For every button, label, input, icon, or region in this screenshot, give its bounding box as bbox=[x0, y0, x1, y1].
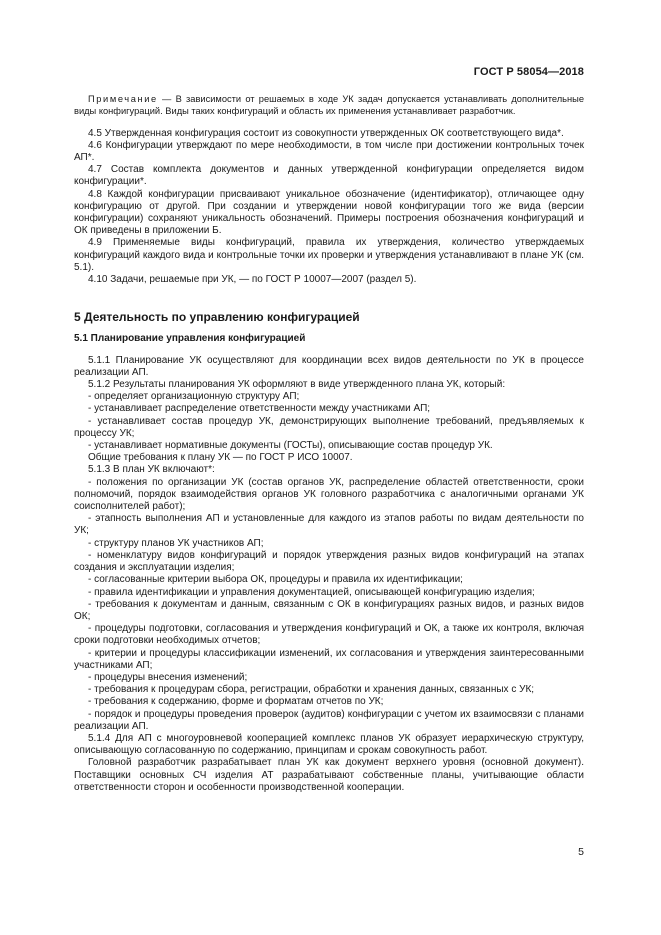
paragraph-4-6: 4.6 Конфигурации утверждают по мере необходимости, в том числе при достижении контрольных точек АП*. bbox=[74, 139, 584, 163]
list-item: - порядок и процедуры проведения проверок (аудитов) конфигурации с учетом их взаимосвязи с планами реализации АП. bbox=[74, 708, 584, 732]
list-item: - этапность выполнения АП и установленные для каждого из этапов работы по видам деятельности по УК; bbox=[74, 513, 584, 537]
paragraph-5-1-3: 5.1.3 В план УК включают*: bbox=[88, 464, 215, 476]
list-item: - процедуры внесения изменений; bbox=[88, 671, 248, 683]
list-item: - устанавливает распределение ответственности между участниками АП; bbox=[88, 403, 431, 415]
list-item: - номенклатуру видов конфигураций и порядок утверждения разных видов конфигураций на этапах создания и эксплуатации изделия; bbox=[74, 549, 584, 574]
list-item: - определяет организационную структуру АП; bbox=[88, 391, 300, 403]
list-item: - процедуры подготовки, согласования и утверждения конфигураций и ОК, а также их контроля, включая сроки подготовки необходимых отчетов; bbox=[74, 623, 584, 647]
section-heading: 5 Деятельность по управлению конфигурацией bbox=[74, 310, 360, 325]
paragraph-4-9: 4.9 Применяемые виды конфигураций, правила их утверждения, количество утверждаемых конфигураций каждого вида и контрольные точки их проверки и утверждения устанавливают в плане УК (см. 5.1). bbox=[74, 237, 584, 273]
list-item: - положения по организации УК (состав органов УК, распределение областей ответственности, сроки полномочий, порядок взаимодействия органов УК головного разработчика с аналогичными органами УК соисполнителей работ); bbox=[74, 476, 584, 513]
list-item: - требования к документам и данным, связанным с ОК в конфигурациях разных видов, и разных видов ОК; bbox=[74, 598, 584, 622]
document-body bbox=[74, 94, 584, 794]
list-item: - правила идентификации и управления документацией, описывающей конфигурацию изделия; bbox=[88, 586, 535, 598]
list-item: - требования к процедурам сбора, регистрации, обработки и хранения данных, связанных с УК; bbox=[88, 684, 535, 696]
paragraph-4-10: 4.10 Задачи, решаемые при УК, — по ГОСТ Р 10007—2007 (раздел 5). bbox=[88, 274, 417, 286]
note-text: — В зависимости от решаемых в ходе УК задач допускается устанавливать дополнительные виды конфигураций. Виды таких конфигураций и область их применения устанавливает разработчик. bbox=[74, 94, 584, 116]
list-item: - требования к содержанию, форме и форматам отчетов по УК; bbox=[88, 696, 384, 708]
list-item: - критерии и процедуры классификации изменений, их согласования и утверждения заинтересованными участниками АП; bbox=[74, 647, 584, 671]
paragraph-5-1-4: 5.1.4 Для АП с многоуровневой кооперацией комплекс планов УК образует иерархическую структуру, описывающую согласованную по содержанию, принципам и срокам совокупность работ. bbox=[74, 732, 584, 757]
note-label: Примечание bbox=[88, 94, 158, 104]
subsection-heading: 5.1 Планирование управления конфигурацией bbox=[74, 333, 306, 345]
paragraph-5-1-2: 5.1.2 Результаты планирования УК оформляют в виде утвержденного плана УК, который: bbox=[88, 379, 506, 391]
document-page bbox=[74, 0, 584, 935]
document-number-header: ГОСТ Р 58054—2018 bbox=[473, 66, 584, 78]
list-item: - устанавливает состав процедур УК, демонстрирующих выполнение требований, предъявляемых к процессу УК; bbox=[74, 415, 584, 439]
paragraph-general-requirements: Общие требования к плану УК — по ГОСТ Р ИСО 10007. bbox=[88, 452, 353, 464]
paragraph-5-1-1: 5.1.1 Планирование УК осуществляют для координации всех видов деятельности по УК в процессе реализации АП. bbox=[74, 354, 584, 378]
note-paragraph bbox=[74, 94, 584, 118]
list-item: - согласованные критерии выбора ОК, процедуры и правила их идентификации; bbox=[88, 574, 463, 586]
list-item: - устанавливает нормативные документы (ГОСТы), описывающие состав процедур УК. bbox=[88, 440, 493, 452]
page-number: 5 bbox=[578, 846, 584, 858]
paragraph-4-5: 4.5 Утвержденная конфигурация состоит из совокупности утвержденных ОК соответствующего вида*. bbox=[88, 127, 564, 139]
paragraph-lead-developer: Головной разработчик разрабатывает план УК как документ верхнего уровня (основной документ). Поставщики основных СЧ изделия АТ разрабатывают собственные планы, учитывающие области ответственности сторон и особенности производственной кооперации. bbox=[74, 757, 584, 793]
paragraph-4-8: 4.8 Каждой конфигурации присваивают уникальное обозначение (идентификатор), отличающее одну конфигурацию от другой. При создании и утверждении новой конфигурации того же вида (версии конфигурации) сохраняют уникальность обозначений. Примеры построения обозначения конфигураций и ОК приведены в приложении Б. bbox=[74, 188, 584, 237]
paragraph-4-7: 4.7 Состав комплекта документов и данных утвержденной конфигурации определяется видом конфигурации*. bbox=[74, 164, 584, 188]
list-item: - структуру планов УК участников АП; bbox=[88, 537, 264, 549]
